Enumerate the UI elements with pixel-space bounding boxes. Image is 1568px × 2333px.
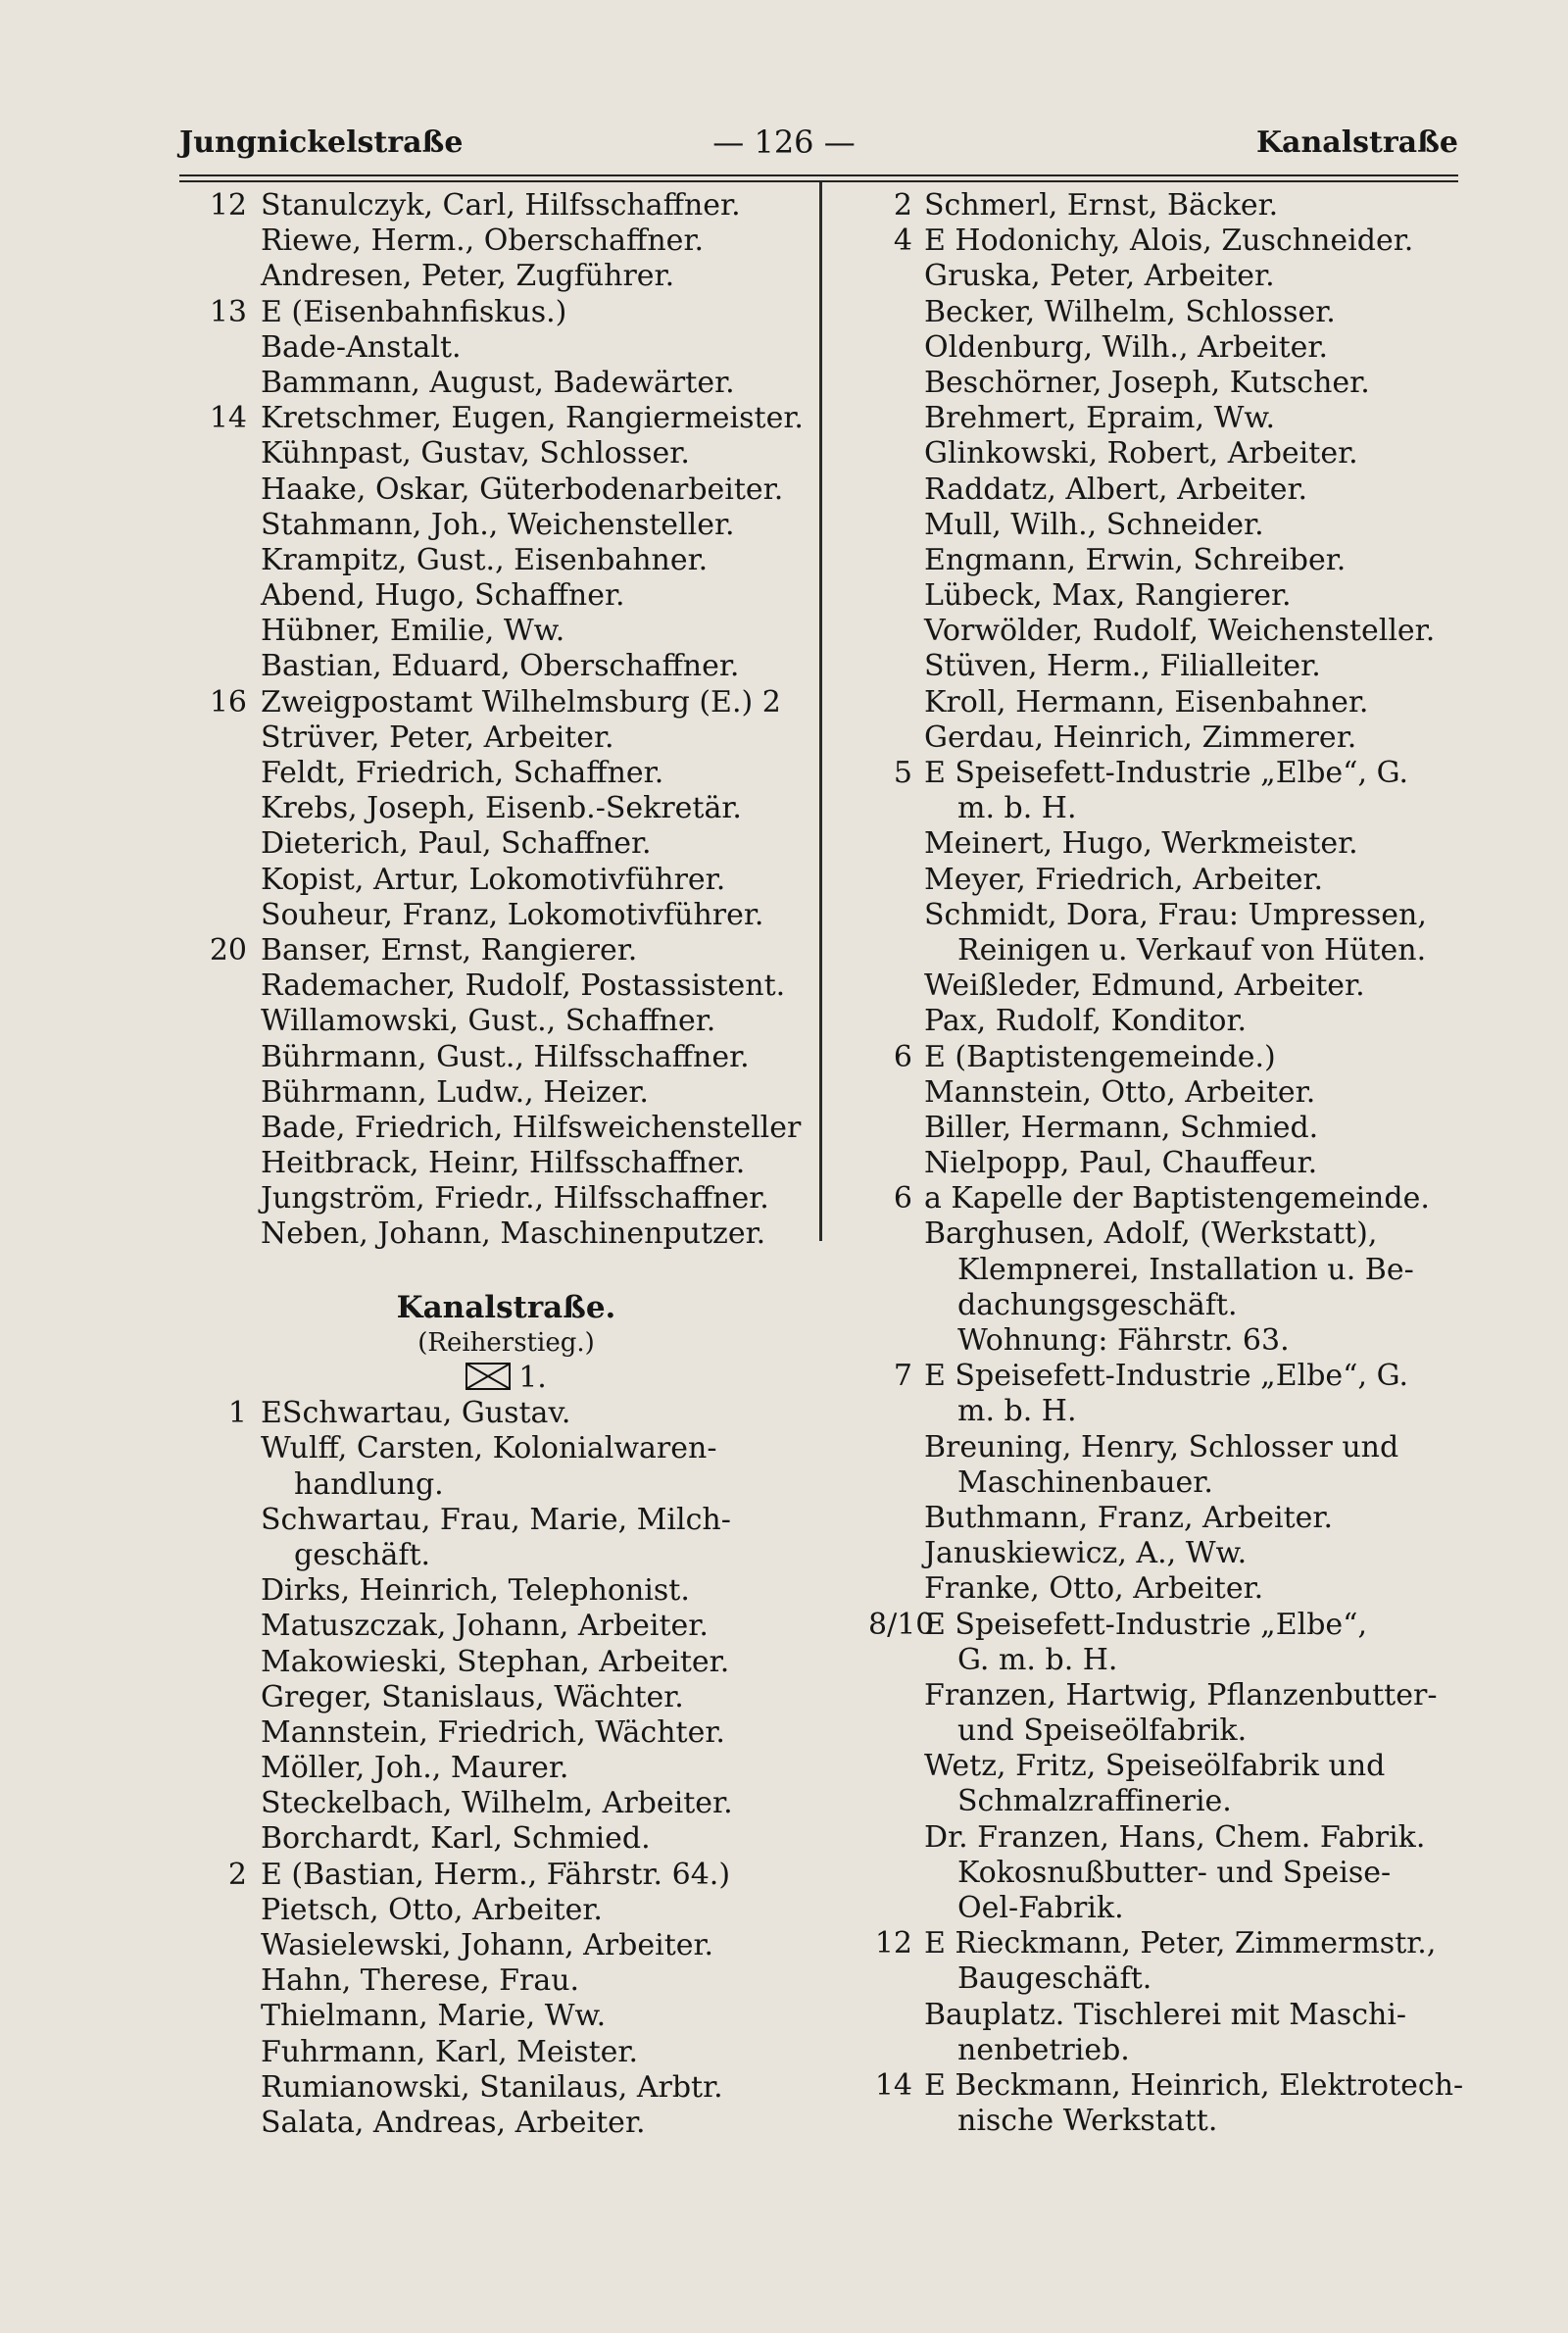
- directory-entry: [200, 933, 812, 968]
- directory-entry: [200, 791, 812, 826]
- directory-entry: [868, 1040, 1476, 1075]
- directory-entry: [200, 649, 812, 684]
- entry-text: E (Bastian, Herm., Fährstr. 64.): [261, 1857, 731, 1892]
- right-column: [868, 188, 1476, 2139]
- entry-text: Schmerl, Ernst, Bäcker.: [924, 188, 1279, 223]
- directory-entry: [868, 366, 1476, 401]
- entry-text: m. b. H.: [957, 1394, 1077, 1429]
- entry-text: Fuhrmann, Karl, Meister.: [261, 2034, 639, 2069]
- directory-entry: [868, 223, 1476, 259]
- directory-entry: [868, 1253, 1476, 1288]
- directory-entry: [200, 968, 812, 1004]
- directory-entry: [200, 1396, 812, 1431]
- entry-text: E Speisefett-Industrie „Elbe“, G.: [924, 1359, 1409, 1394]
- entry-text: Kretschmer, Eugen, Rangiermeister.: [261, 401, 804, 436]
- entry-text: Gruska, Peter, Arbeiter.: [924, 259, 1275, 294]
- entry-text: Strüver, Peter, Arbeiter.: [261, 720, 614, 755]
- directory-entry: [868, 1784, 1476, 1819]
- entry-text: Weißleder, Edmund, Arbeiter.: [924, 968, 1365, 1004]
- entry-text: Bade-Anstalt.: [261, 329, 462, 365]
- house-number: 5: [893, 756, 912, 790]
- column-divider: [819, 182, 822, 1241]
- directory-entry: [868, 2068, 1476, 2104]
- entry-text: Bührmann, Gust., Hilfsschaffner.: [261, 1039, 750, 1074]
- directory-entry: [200, 401, 812, 436]
- entry-text: Borchardt, Karl, Schmied.: [261, 1821, 651, 1857]
- postal-number: 1.: [518, 1361, 547, 1396]
- entry-text: Wohnung: Fährstr. 63.: [957, 1323, 1290, 1358]
- directory-entry: [200, 259, 812, 294]
- directory-entry: [200, 614, 812, 649]
- entry-text: Pax, Rudolf, Konditor.: [924, 1004, 1248, 1039]
- directory-entry: [200, 1040, 812, 1075]
- entry-text: Andresen, Peter, Zugführer.: [261, 259, 675, 294]
- directory-entry: [868, 1501, 1476, 1536]
- entry-text: Becker, Wilhelm, Schlosser.: [924, 294, 1336, 329]
- house-number: 12: [209, 188, 247, 223]
- entry-list-jungnickelstrasse: [200, 188, 812, 1253]
- directory-entry: [868, 1288, 1476, 1323]
- entry-text: handlung.: [294, 1466, 444, 1502]
- directory-entry: [868, 295, 1476, 330]
- directory-entry: [200, 1928, 812, 1963]
- directory-entry: [868, 401, 1476, 436]
- directory-entry: [868, 614, 1476, 649]
- postal-district: [200, 1361, 812, 1396]
- entry-text: Engmann, Erwin, Schreiber.: [924, 542, 1347, 577]
- directory-entry: [200, 1751, 812, 1786]
- directory-entry: [868, 720, 1476, 756]
- entry-text: Glinkowski, Robert, Arbeiter.: [924, 436, 1358, 472]
- directory-entry: [200, 1503, 812, 1538]
- entry-text: geschäft.: [294, 1537, 431, 1572]
- entry-text: Matuszczak, Johann, Arbeiter.: [261, 1609, 709, 1644]
- directory-entry: [200, 863, 812, 898]
- directory-entry: [868, 1820, 1476, 1856]
- entry-text: Riewe, Herm., Oberschaffner.: [261, 223, 705, 259]
- entry-text: Heitbrack, Heinr, Hilfsschaffner.: [261, 1146, 746, 1181]
- entry-text: dachungsgeschäft.: [957, 1287, 1238, 1322]
- section-subtitle: (Reiherstieg.): [417, 1327, 595, 1358]
- entry-text: E Hodonichy, Alois, Zuschneider.: [924, 223, 1414, 259]
- directory-entry: [868, 1608, 1476, 1643]
- directory-entry: [200, 1181, 812, 1216]
- house-number: 14: [209, 401, 247, 436]
- directory-entry: [200, 1467, 812, 1503]
- entry-text: Nielpopp, Paul, Chauffeur.: [924, 1146, 1318, 1181]
- entry-text: Gerdau, Heinrich, Zimmerer.: [924, 720, 1357, 755]
- house-number: 6: [893, 1181, 912, 1216]
- entry-text: Rumianowski, Stanilaus, Arbtr.: [261, 2069, 723, 2105]
- entry-text: Oel-Fabrik.: [957, 1891, 1124, 1925]
- directory-entry: [868, 2104, 1476, 2139]
- directory-entry: [868, 685, 1476, 720]
- directory-entry: [868, 188, 1476, 223]
- directory-entry: [200, 826, 812, 862]
- directory-entry: [868, 508, 1476, 543]
- directory-entry: [868, 436, 1476, 472]
- directory-entry: [868, 898, 1476, 933]
- directory-entry: [868, 1075, 1476, 1111]
- entry-list-kanalstrasse: [200, 1396, 812, 2141]
- directory-entry: [200, 1216, 812, 1252]
- house-number: 8/10: [868, 1607, 935, 1642]
- header-rule-top: [179, 174, 1458, 176]
- entry-text: Stanulczyk, Carl, Hilfsschaffner.: [261, 188, 741, 223]
- entry-text: Haake, Oskar, Güterbodenarbeiter.: [261, 472, 784, 507]
- directory-entry: [868, 472, 1476, 508]
- directory-entry: [200, 1858, 812, 1893]
- entry-text: Buthmann, Franz, Arbeiter.: [924, 1500, 1333, 1535]
- directory-entry: [200, 1146, 812, 1181]
- house-number: 1: [227, 1396, 247, 1431]
- entry-text: a Kapelle der Baptistengemeinde.: [924, 1181, 1430, 1216]
- running-header-left: Jungnickelstraße: [179, 125, 464, 160]
- section-spacer: [200, 1253, 812, 1288]
- entry-text: Neben, Johann, Maschinenputzer.: [261, 1216, 766, 1252]
- entry-text: Stahmann, Joh., Weichensteller.: [261, 507, 735, 542]
- directory-entry: [868, 1111, 1476, 1146]
- entry-text: Meyer, Friedrich, Arbeiter.: [924, 862, 1324, 897]
- entry-text: Maschinenbauer.: [957, 1464, 1213, 1500]
- entry-text: Bade, Friedrich, Hilfsweichensteller: [261, 1110, 802, 1145]
- directory-entry: [200, 2106, 812, 2141]
- entry-text: Greger, Stanislaus, Wächter.: [261, 1679, 684, 1714]
- entry-text: nische Werkstatt.: [957, 2104, 1218, 2139]
- section-title: Kanalstraße.: [396, 1289, 616, 1325]
- entry-text: Schmidt, Dora, Frau: Umpressen,: [924, 897, 1427, 932]
- entry-text: Januskiewicz, A., Ww.: [924, 1536, 1248, 1571]
- entry-text: Dr. Franzen, Hans, Chem. Fabrik.: [924, 1819, 1426, 1855]
- entry-text: Souheur, Franz, Lokomotivführer.: [261, 897, 764, 932]
- house-number: 13: [209, 294, 247, 329]
- entry-text: Makowieski, Stephan, Arbeiter.: [261, 1644, 730, 1679]
- entry-text: Krampitz, Gust., Eisenbahner.: [261, 542, 709, 577]
- directory-entry: [200, 1538, 812, 1573]
- directory-entry: [200, 1573, 812, 1609]
- entry-text: nenbetrieb.: [957, 2032, 1130, 2067]
- entry-text: E (Baptistengemeinde.): [924, 1039, 1276, 1074]
- entry-text: Raddatz, Albert, Arbeiter.: [924, 472, 1308, 507]
- directory-entry: [868, 2033, 1476, 2068]
- directory-entry: [200, 188, 812, 223]
- directory-entry: [868, 1571, 1476, 1607]
- directory-entry: [200, 508, 812, 543]
- running-header-right: Kanalstraße: [1255, 125, 1458, 160]
- entry-text: Kühnpast, Gustav, Schlosser.: [261, 436, 690, 472]
- directory-entry: [200, 720, 812, 756]
- entry-text: E Rieckmann, Peter, Zimmermstr.,: [924, 1926, 1437, 1961]
- entry-text: Schmalzraffinerie.: [957, 1784, 1232, 1819]
- entry-text: Bastian, Eduard, Oberschaffner.: [261, 649, 740, 684]
- entry-list-kanalstrasse-continued: [868, 188, 1476, 2139]
- entry-text: E Speisefett-Industrie „Elbe“,: [924, 1607, 1368, 1642]
- directory-entry: [868, 578, 1476, 614]
- house-number: 4: [893, 223, 912, 259]
- entry-text: Mull, Wilh., Schneider.: [924, 507, 1264, 542]
- directory-entry: [868, 826, 1476, 862]
- directory-entry: [200, 436, 812, 472]
- directory-entry: [868, 1643, 1476, 1678]
- left-column: [200, 188, 812, 2141]
- directory-entry: [868, 1181, 1476, 1216]
- entry-text: Thielmann, Marie, Ww.: [261, 1999, 607, 2034]
- entry-text: Meinert, Hugo, Werkmeister.: [924, 826, 1358, 862]
- entry-text: Lübeck, Max, Rangierer.: [924, 578, 1292, 614]
- entry-text: Rademacher, Rudolf, Postassistent.: [261, 968, 786, 1004]
- entry-text: Hahn, Therese, Frau.: [261, 1963, 580, 1999]
- directory-entry: [200, 2035, 812, 2070]
- entry-text: Feldt, Friedrich, Schaffner.: [261, 756, 664, 790]
- directory-entry: [868, 1926, 1476, 1961]
- entry-text: Mannstein, Otto, Arbeiter.: [924, 1074, 1316, 1110]
- entry-text: Wasielewski, Johann, Arbeiter.: [261, 1928, 714, 1963]
- directory-entry: [868, 1359, 1476, 1394]
- directory-entry: [868, 1998, 1476, 2033]
- directory-entry: [868, 863, 1476, 898]
- directory-entry: [868, 756, 1476, 791]
- directory-entry: [200, 1075, 812, 1111]
- house-number: 2: [893, 188, 912, 223]
- entry-text: Biller, Hermann, Schmied.: [924, 1110, 1319, 1145]
- directory-entry: [200, 1004, 812, 1039]
- entry-text: Banser, Ernst, Rangierer.: [261, 932, 638, 968]
- directory-entry: [868, 1749, 1476, 1784]
- entry-text: Wulff, Carsten, Kolonialwaren-: [261, 1431, 717, 1466]
- entry-text: Abend, Hugo, Schaffner.: [261, 578, 625, 614]
- directory-entry: [868, 259, 1476, 294]
- entry-text: Dirks, Heinrich, Telephonist.: [261, 1573, 690, 1609]
- directory-entry: [868, 1678, 1476, 1713]
- house-number: 16: [209, 684, 247, 720]
- entry-text: Pietsch, Otto, Arbeiter.: [261, 1892, 603, 1927]
- directory-entry: [868, 1856, 1476, 1891]
- entry-text: Willamowski, Gust., Schaffner.: [261, 1004, 716, 1039]
- directory-entry: [868, 791, 1476, 826]
- directory-entry: [868, 1216, 1476, 1252]
- entry-text: Kroll, Hermann, Eisenbahner.: [924, 684, 1369, 720]
- directory-entry: [200, 1609, 812, 1644]
- entry-text: Bauplatz. Tischlerei mit Maschi-: [924, 1997, 1407, 2032]
- entry-text: Franzen, Hartwig, Pflanzenbutter-: [924, 1677, 1438, 1713]
- entry-text: Jungström, Friedr., Hilfsschaffner.: [261, 1181, 769, 1216]
- directory-entry: [200, 1680, 812, 1715]
- house-number: 6: [893, 1039, 912, 1074]
- house-number: 14: [874, 2067, 912, 2103]
- entry-text: Möller, Joh., Maurer.: [261, 1751, 569, 1786]
- directory-entry: [200, 1645, 812, 1680]
- house-number: 7: [893, 1359, 912, 1394]
- page-number: — 126 —: [712, 124, 856, 161]
- entry-text: Oldenburg, Wilh., Arbeiter.: [924, 329, 1328, 365]
- entry-text: Klempnerei, Installation u. Be-: [957, 1252, 1414, 1287]
- entry-text: Beschörner, Joseph, Kutscher.: [924, 365, 1370, 400]
- entry-text: Salata, Andreas, Arbeiter.: [261, 2105, 646, 2140]
- entry-text: E (Eisenbahnfiskus.): [261, 294, 567, 329]
- directory-entry: [868, 1004, 1476, 1039]
- entry-text: Hübner, Emilie, Ww.: [261, 614, 565, 649]
- directory-entry: [200, 2070, 812, 2106]
- directory-entry: [200, 366, 812, 401]
- directory-entry: [868, 1146, 1476, 1181]
- directory-entry: [868, 649, 1476, 684]
- directory-entry: [200, 472, 812, 508]
- entry-text: Bührmann, Ludw., Heizer.: [261, 1074, 649, 1110]
- directory-entry: [200, 1999, 812, 2034]
- directory-entry: [868, 1323, 1476, 1359]
- entry-text: Stüven, Herm., Filialleiter.: [924, 649, 1321, 684]
- entry-text: Dieterich, Paul, Schaffner.: [261, 826, 652, 862]
- directory-entry: [868, 1430, 1476, 1465]
- directory-entry: [200, 1963, 812, 1999]
- entry-text: Franke, Otto, Arbeiter.: [924, 1571, 1264, 1607]
- directory-entry: [200, 1111, 812, 1146]
- directory-entry: [200, 1893, 812, 1928]
- entry-text: Wetz, Fritz, Speiseölfabrik und: [924, 1749, 1386, 1784]
- entry-text: G. m. b. H.: [957, 1642, 1118, 1677]
- directory-entry: [200, 1786, 812, 1821]
- directory-entry: [200, 756, 812, 791]
- directory-entry: [200, 685, 812, 720]
- entry-text: m. b. H.: [957, 791, 1077, 826]
- directory-entry: [200, 1821, 812, 1857]
- directory-entry: [200, 1715, 812, 1751]
- house-number: 2: [227, 1857, 247, 1892]
- directory-entry: [868, 1713, 1476, 1749]
- entry-text: Kopist, Artur, Lokomotivführer.: [261, 862, 726, 897]
- entry-text: Vorwölder, Rudolf, Weichensteller.: [924, 614, 1436, 649]
- entry-text: E Beckmann, Heinrich, Elektrotech-: [924, 2067, 1464, 2103]
- entry-text: Krebs, Joseph, Eisenb.-Sekretär.: [261, 791, 742, 826]
- entry-text: Reinigen u. Verkauf von Hüten.: [957, 932, 1427, 968]
- directory-entry: [868, 1891, 1476, 1926]
- entry-text: und Speiseölfabrik.: [957, 1713, 1248, 1749]
- directory-entry: [868, 968, 1476, 1004]
- directory-entry: [868, 1465, 1476, 1501]
- directory-entry: [868, 330, 1476, 366]
- entry-text: Barghusen, Adolf, (Werkstatt),: [924, 1216, 1378, 1252]
- entry-text: Brehmert, Epraim, Ww.: [924, 401, 1276, 436]
- directory-entry: [868, 933, 1476, 968]
- house-number: 20: [209, 932, 247, 968]
- entry-text: ESchwartau, Gustav.: [261, 1396, 571, 1431]
- directory-entry: [868, 1536, 1476, 1571]
- directory-entry: [200, 1431, 812, 1466]
- directory-entry: [200, 578, 812, 614]
- directory-entry: [200, 543, 812, 578]
- entry-text: E Speisefett-Industrie „Elbe“, G.: [924, 756, 1409, 790]
- house-number: 12: [874, 1926, 912, 1961]
- directory-entry: [868, 1961, 1476, 1997]
- entry-text: Mannstein, Friedrich, Wächter.: [261, 1714, 725, 1750]
- directory-entry: [200, 898, 812, 933]
- directory-entry: [200, 223, 812, 259]
- directory-entry: [868, 1394, 1476, 1429]
- entry-text: Schwartau, Frau, Marie, Milch-: [261, 1502, 731, 1537]
- entry-text: Steckelbach, Wilhelm, Arbeiter.: [261, 1786, 733, 1821]
- entry-text: Kokosnußbutter- und Speise-: [957, 1855, 1392, 1890]
- entry-text: Zweigpostamt Wilhelmsburg (E.) 2: [261, 684, 781, 720]
- envelope-icon: [466, 1363, 511, 1390]
- directory-entry: [200, 295, 812, 330]
- directory-entry: [868, 543, 1476, 578]
- entry-text: Baugeschäft.: [957, 1961, 1152, 1997]
- directory-entry: [200, 330, 812, 366]
- entry-text: Bammann, August, Badewärter.: [261, 365, 735, 400]
- entry-text: Breuning, Henry, Schlosser und: [924, 1429, 1399, 1464]
